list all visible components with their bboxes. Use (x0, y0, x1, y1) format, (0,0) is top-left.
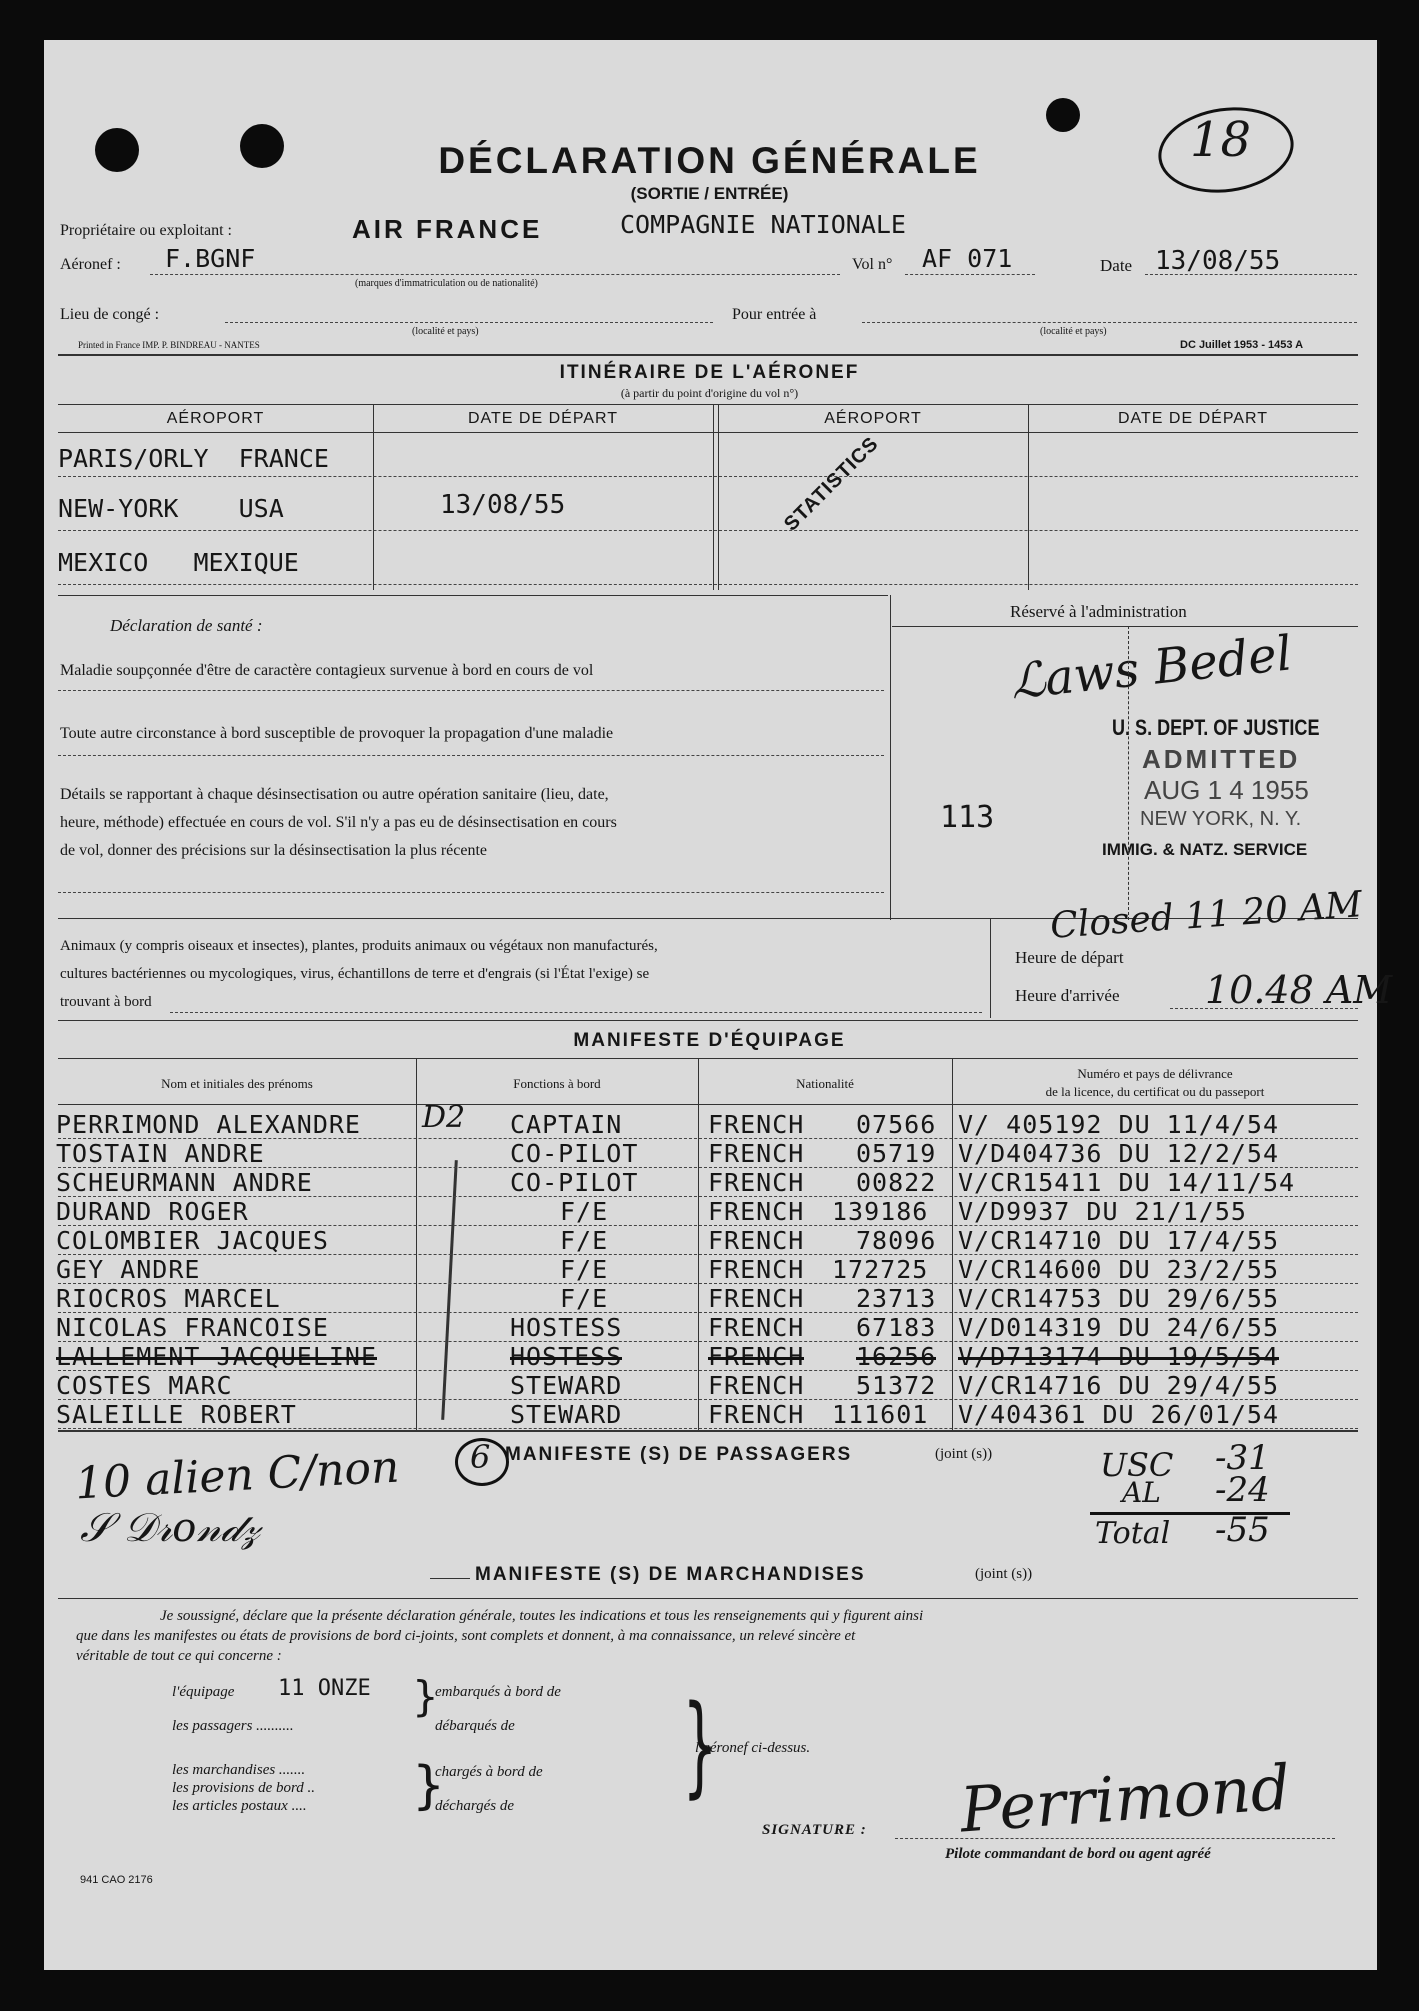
crew-title-rule (58, 1058, 1358, 1059)
itinerary-row-rule (58, 476, 1358, 477)
bracket-2: } (412, 1756, 446, 1816)
flight-value: AF 071 (922, 244, 1013, 273)
animals-line-1: Animaux (y compris oiseaux et insectes), plantes, produits animaux ou végétaux non manufacturés, (60, 938, 658, 954)
crew-function: HOSTESS (510, 1342, 623, 1371)
itinerary-subtitle: (à partir du point d'origine du vol n°) (620, 386, 799, 400)
crew-nationality: FRENCH (708, 1110, 805, 1139)
printer-line: Printed in France IMP. P. BINDREAU - NANTES (78, 340, 260, 350)
declaration-line-2: que dans les manifestes ou états de provisions de bord ci-joints, sont complets et donnent, à ma connaissance, un relevé sincère et (76, 1628, 856, 1644)
form-title: DÉCLARATION GÉNÉRALE (438, 140, 981, 181)
tally-usc-value: -31 (1215, 1438, 1270, 1478)
crew-nationality: FRENCH (708, 1168, 805, 1197)
declaration-line-3: véritable de tout ce qui concerne : (76, 1648, 282, 1664)
health-line-3 (58, 892, 884, 893)
crew-licence: V/D404736 DU 12/2/54 (958, 1139, 1280, 1168)
crew-name: DURAND ROGER (56, 1197, 249, 1226)
crew-function: HOSTESS (510, 1313, 623, 1342)
crew-name: TOSTAIN ANDRE (56, 1139, 265, 1168)
disembarked-label: débarqués de (435, 1718, 515, 1734)
itinerary-col-line-3 (718, 404, 719, 590)
embarked-label: embarqués à bord de (435, 1684, 561, 1700)
crew-nationality: FRENCH (708, 1255, 805, 1284)
crew-passport-number: 05719 (856, 1139, 937, 1168)
admitted-stamp-line-4: NEW YORK, N. Y. (1140, 808, 1302, 830)
admitted-stamp-line-3: AUG 1 4 1955 (1144, 775, 1309, 805)
entry-place-label: Pour entrée à (732, 306, 817, 323)
admin-number: 113 (940, 800, 995, 835)
crew-passport-number: 16256 (856, 1342, 937, 1371)
crew-function: CAPTAIN (510, 1110, 623, 1139)
arrival-time-label: Heure d'arrivée (1015, 986, 1120, 1005)
crew-col-function: Fonctions à bord (513, 1076, 601, 1091)
postal-label: les articles postaux .... (172, 1798, 307, 1814)
passengers-handwritten-scrawl: 𝒮 𝒟𝓇𝑜𝓃𝒹𝓏 (80, 1505, 260, 1551)
crew-function: F/E (560, 1197, 609, 1226)
crew-licence: V/CR14600 DU 23/2/55 (958, 1255, 1280, 1284)
crew-name: RIOCROS MARCEL (56, 1284, 281, 1313)
crew-function: CO-PILOT (510, 1168, 639, 1197)
aircraft-value: F.BGNF (165, 244, 256, 273)
provisions-label: les provisions de bord .. (172, 1780, 316, 1796)
crew-name: COSTES MARC (56, 1371, 233, 1400)
crew-function: CO-PILOT (510, 1139, 639, 1168)
itinerary-col-airport-2: AÉROPORT (824, 410, 922, 427)
footer-code: 941 CAO 2176 (80, 1874, 153, 1886)
crew-passport-number: 23713 (856, 1284, 937, 1313)
signature-value: Perrimond (957, 1750, 1293, 1847)
entry-place-note: (localité et pays) (1040, 326, 1107, 337)
itinerary-row-rule (58, 530, 1358, 531)
health-top-rule (58, 595, 888, 596)
bracket-1: } (412, 1672, 439, 1721)
health-question-1: Maladie soupçonnée d'être de caractère contagieux survenue à bord en cours de vol (60, 662, 594, 679)
animals-right-border (990, 918, 991, 1018)
crew-name: GEY ANDRE (56, 1255, 201, 1284)
admitted-stamp-line-1: U. S. DEPT. OF JUSTICE (1112, 715, 1320, 740)
crew-nationality: FRENCH (708, 1197, 805, 1226)
declaration-line-1: Je soussigné, déclare que la présente déclaration générale, toutes les indications et tous les renseignements qui y figurent ainsi (160, 1608, 924, 1624)
itinerary-row-rule (58, 584, 1358, 585)
arrival-time-value: 10.48 AM (1205, 968, 1393, 1012)
arrival-time-line (1170, 1008, 1358, 1009)
health-right-border (890, 595, 891, 920)
crew-licence: V/D713174 DU 19/5/54 (958, 1342, 1280, 1371)
itinerary-airport: NEW-YORK USA (58, 494, 284, 523)
owner-value: AIR FRANCE (352, 214, 543, 244)
goods-label: les marchandises ....... (172, 1762, 306, 1778)
tally-total-label: Total (1095, 1516, 1171, 1551)
tally-total-value: -55 (1215, 1510, 1270, 1550)
header-divider (58, 354, 1358, 356)
itinerary-airport: MEXICO MEXIQUE (58, 548, 299, 577)
admitted-stamp-line-5: IMMIG. & NATZ. SERVICE (1102, 840, 1308, 859)
form-code: DC Juillet 1953 - 1453 A (1180, 339, 1304, 351)
animals-line (170, 1012, 982, 1013)
animals-line-2: cultures bactériennes ou mycologiques, virus, échantillons de terre et d'engrais (si l'État l'exige) se (60, 966, 650, 982)
entry-place-line (862, 322, 1357, 323)
itinerary-col-line-4 (1028, 404, 1029, 590)
itinerary-airport: PARIS/ORLY FRANCE (58, 444, 329, 473)
owner-typed: COMPAGNIE NATIONALE (620, 210, 906, 239)
tally-usc-label: USC (1100, 1446, 1174, 1484)
itinerary-date: 13/08/55 (440, 490, 566, 520)
health-line-2 (58, 755, 884, 756)
crew-licence: V/CR14716 DU 29/4/55 (958, 1371, 1280, 1400)
crew-nationality: FRENCH (708, 1342, 805, 1371)
signature-line (895, 1838, 1335, 1839)
crew-name: COLOMBIER JACQUES (56, 1226, 329, 1255)
crew-licence: V/404361 DU 26/01/54 (958, 1400, 1280, 1429)
health-question-3c: de vol, donner des précisions sur la désinsectisation la plus récente (60, 842, 487, 859)
crew-licence: V/CR14753 DU 29/6/55 (958, 1284, 1280, 1313)
flight-line (905, 274, 1035, 275)
crew-col-name: Nom et initiales des prénoms (161, 1076, 313, 1091)
animals-line-3: trouvant à bord (60, 994, 152, 1010)
passengers-count-label: les passagers .......... (172, 1718, 294, 1734)
cargo-joint: (joint (s)) (975, 1566, 1033, 1582)
statistics-stamp: STATISTICS (780, 432, 884, 536)
health-line-1 (58, 690, 884, 691)
crew-function: F/E (560, 1226, 609, 1255)
aircraft-label: Aéronef : (60, 256, 121, 273)
crew-name: PERRIMOND ALEXANDRE (56, 1110, 361, 1139)
aircraft-note: (marques d'immatriculation ou de nationalité) (355, 278, 538, 289)
admitted-stamp-line-2: ADMITTED (1142, 744, 1301, 774)
crew-function: F/E (560, 1284, 609, 1313)
pilot-label: Pilote commandant de bord ou agent agréé (945, 1846, 1211, 1862)
flight-label: Vol n° (852, 256, 893, 273)
crew-row-rule (58, 1428, 1358, 1429)
form-subtitle: (SORTIE / ENTRÉE) (630, 184, 789, 203)
cargo-bottom-rule (58, 1598, 1358, 1599)
crew-passport-number: 111601 (832, 1400, 929, 1429)
crew-passport-number: 00822 (856, 1168, 937, 1197)
crew-function: STEWARD (510, 1371, 623, 1400)
crew-name: SALEILLE ROBERT (56, 1400, 297, 1429)
departure-time-label: Heure de départ (1015, 948, 1124, 967)
crew-nationality: FRENCH (708, 1313, 805, 1342)
departure-place-label: Lieu de congé : (60, 306, 160, 323)
crew-bottom-rule (58, 1430, 1358, 1432)
crew-margin-note: D2 (422, 1100, 466, 1135)
itinerary-col-date-2: DATE DE DÉPART (1117, 410, 1269, 427)
health-question-2: Toute autre circonstance à bord susceptible de provoquer la propagation d'une maladie (60, 725, 614, 742)
health-title: Déclaration de santé : (110, 616, 263, 635)
signature-label: SIGNATURE : (762, 1822, 867, 1838)
crew-top-rule (58, 1020, 1358, 1021)
crew-col-line-1 (416, 1058, 417, 1430)
page-number: 18 (1190, 112, 1252, 168)
crew-passport-number: 172725 (832, 1255, 929, 1284)
crew-count-label: l'équipage (172, 1684, 235, 1700)
unloaded-label: déchargés de (435, 1798, 514, 1814)
itinerary-title: ITINÉRAIRE DE L'AÉRONEF (559, 362, 860, 383)
crew-name: NICOLAS FRANCOISE (56, 1313, 329, 1342)
passengers-circled-number: 6 (470, 1438, 491, 1476)
aircraft-line (150, 274, 840, 275)
bracket-3: } (682, 1681, 718, 1809)
crew-nationality: FRENCH (708, 1400, 805, 1429)
health-question-3a: Détails se rapportant à chaque désinsectisation ou autre opération sanitaire (lieu, date, (60, 786, 609, 803)
health-question-3b: heure, méthode) effectuée en cours de vol. S'il n'y a pas eu de désinsectisation en cours (60, 814, 617, 831)
tally-al-label: AL (1122, 1476, 1161, 1509)
crew-nationality: FRENCH (708, 1226, 805, 1255)
tally-al-value: -24 (1215, 1470, 1270, 1510)
departure-time-value: Closed 11 20 AM (1048, 884, 1364, 947)
passengers-label: MANIFESTE (S) DE PASSAGERS (505, 1444, 853, 1465)
admin-title: Réservé à l'administration (1010, 602, 1187, 621)
itinerary-col-airport-1: AÉROPORT (166, 410, 265, 427)
crew-name: SCHEURMANN ANDRE (56, 1168, 313, 1197)
crew-nationality: FRENCH (708, 1139, 805, 1168)
crew-passport-number: 78096 (856, 1226, 937, 1255)
crew-function: F/E (560, 1255, 609, 1284)
admin-signature: ℒaws Bedel (1007, 625, 1295, 711)
crew-header-rule (58, 1104, 1358, 1105)
departure-place-line (225, 322, 713, 323)
itinerary-col-date-1: DATE DE DÉPART (467, 410, 619, 427)
aircraft-above-label: l'aéronef ci-dessus. (695, 1740, 811, 1756)
crew-col-licence-2: de la licence, du certificat ou du passeport (1045, 1084, 1265, 1099)
itinerary-col-line-1 (373, 404, 374, 590)
crew-count-value: 11 ONZE (278, 1676, 371, 1701)
crew-licence: V/CR14710 DU 17/4/55 (958, 1226, 1280, 1255)
cargo-label: MANIFESTE (S) DE MARCHANDISES (475, 1564, 866, 1585)
departure-place-note: (localité et pays) (412, 326, 479, 337)
crew-passport-number: 67183 (856, 1313, 937, 1342)
crew-licence: V/D9937 DU 21/1/55 (958, 1197, 1247, 1226)
cargo-rule (430, 1578, 470, 1579)
admin-separator (1128, 626, 1129, 920)
crew-licence: V/D014319 DU 24/6/55 (958, 1313, 1280, 1342)
crew-passport-number: 139186 (832, 1197, 929, 1226)
crew-licence: V/ 405192 DU 11/4/54 (958, 1110, 1280, 1139)
crew-title: MANIFESTE D'ÉQUIPAGE (573, 1030, 846, 1051)
crew-licence: V/CR15411 DU 14/11/54 (958, 1168, 1296, 1197)
crew-nationality: FRENCH (708, 1371, 805, 1400)
date-label: Date (1100, 256, 1133, 275)
crew-col-licence-1: Numéro et pays de délivrance (1077, 1066, 1233, 1081)
loaded-label: chargés à bord de (435, 1764, 543, 1780)
crew-passport-number: 07566 (856, 1110, 937, 1139)
date-value: 13/08/55 (1155, 246, 1281, 276)
itinerary-header-rule (58, 432, 1358, 433)
crew-nationality: FRENCH (708, 1284, 805, 1313)
crew-col-line-3 (952, 1058, 953, 1430)
crew-col-nationality: Nationalité (796, 1076, 854, 1091)
passengers-joint: (joint (s)) (935, 1446, 993, 1462)
crew-passport-number: 51372 (856, 1371, 937, 1400)
itinerary-col-line-2 (713, 404, 714, 590)
crew-name: LALLEMENT JACQUELINE (56, 1342, 378, 1371)
passengers-handwritten-note: 10 alien C/non (73, 1441, 401, 1510)
punch-hole-right (1046, 98, 1080, 132)
owner-label: Propriétaire ou exploitant : (60, 222, 232, 239)
itinerary-top-rule (58, 404, 1358, 405)
crew-function: STEWARD (510, 1400, 623, 1429)
crew-col-line-2 (698, 1058, 699, 1430)
date-line (1145, 274, 1357, 275)
